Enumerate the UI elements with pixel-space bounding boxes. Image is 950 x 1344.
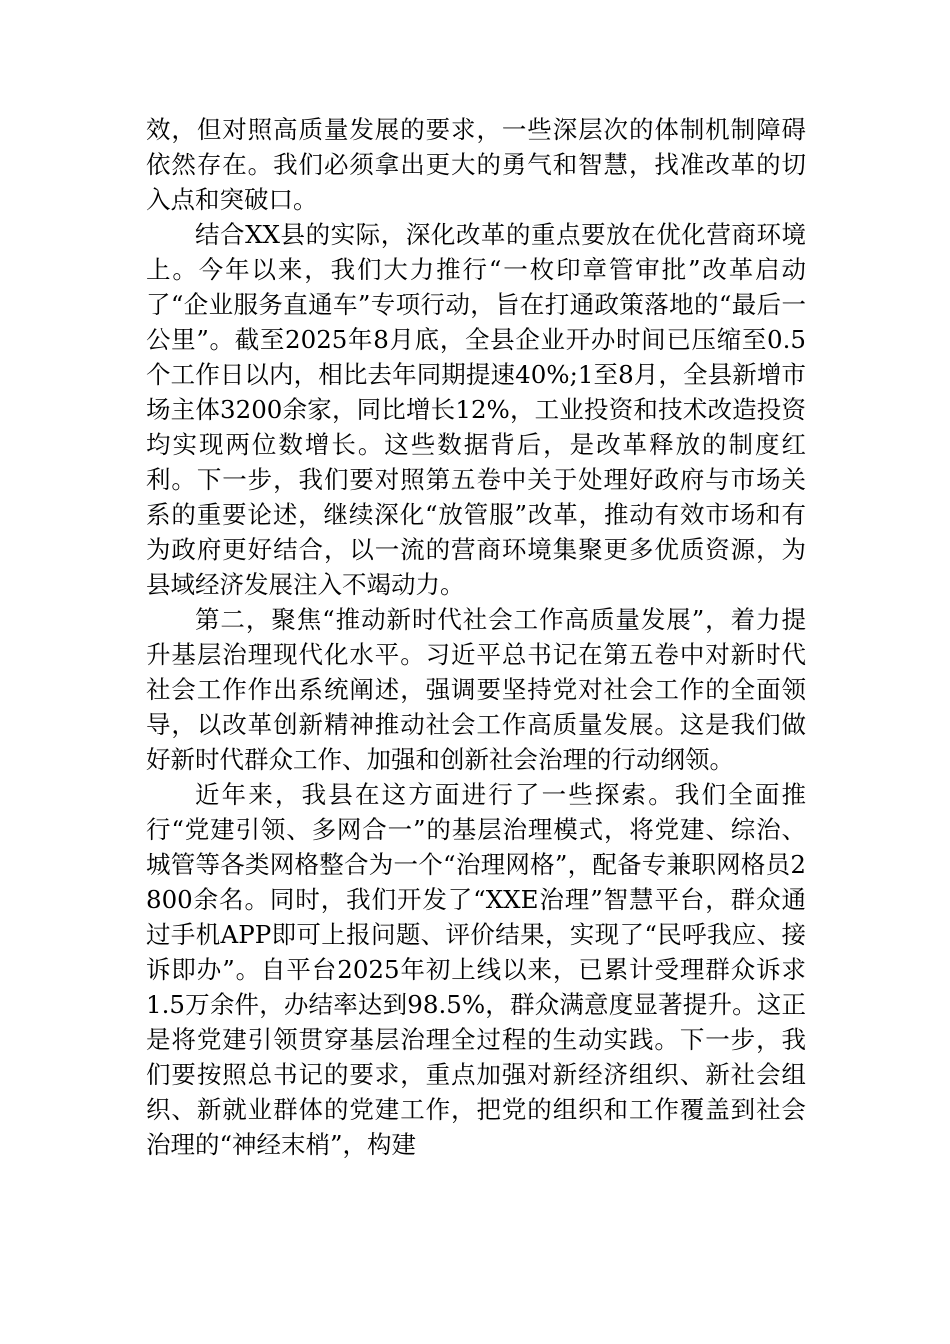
paragraph-continuation: 效，但对照高质量发展的要求，一些深层次的体制机制障碍依然存在。我们必须拿出更大的勇气和智慧，找准改革的切入点和突破口。	[146, 115, 806, 214]
body-text	[146, 112, 806, 1162]
paragraph-grassroots-governance: 近年来，我县在这方面进行了一些探索。我们全面推行“党建引领、多网合一”的基层治理模式，将党建、综治、城管等各类网格整合为一个“治理网格”，配备专兼职网格员2800余名。同时，我们开发了“XXE治理”智慧平台，群众通过手机APP即可上报问题、评价结果，实现了“民呼我应、接诉即办”。自平台2025年初上线以来，已累计受理群众诉求1.5万余件，办结率达到98.5%，群众满意度显著提升。这正是将党建引领贯穿基层治理全过程的生动实践。下一步，我们要按照总书记的要求，重点加强对新经济组织、新社会组织、新就业群体的党建工作，把党的组织和工作覆盖到社会治理的“神经末梢”，构建	[146, 780, 806, 1159]
paragraph-business-environment: 结合XX县的实际，深化改革的重点要放在优化营商环境上。今年以来，我们大力推行“一枚印章管审批”改革启动了“企业服务直通车”专项行动，旨在打通政策落地的“最后一公里”。截至2025年8月底，全县企业开办时间已压缩至0.5个工作日以内，相比去年同期提速40%;1至8月，全县新增市场主体3200余家，同比增长12%，工业投资和技术改造投资均实现两位数增长。这些数据背后，是改革释放的制度红利。下一步，我们要对照第五卷中关于处理好政府与市场关系的重要论述，继续深化“放管服”改革，推动有效市场和有为政府更好结合，以一流的营商环境集聚更多优质资源，为县域经济发展注入不竭动力。	[146, 220, 806, 599]
paragraph-social-work: 第二，聚焦“推动新时代社会工作高质量发展”，着力提升基层治理现代化水平。习近平总书记在第五卷中对新时代社会工作作出系统阐述，强调要坚持党对社会工作的全面领导，以改革创新精神推动社会工作高质量发展。这是我们做好新时代群众工作、加强和创新社会治理的行动纲领。	[146, 605, 806, 774]
